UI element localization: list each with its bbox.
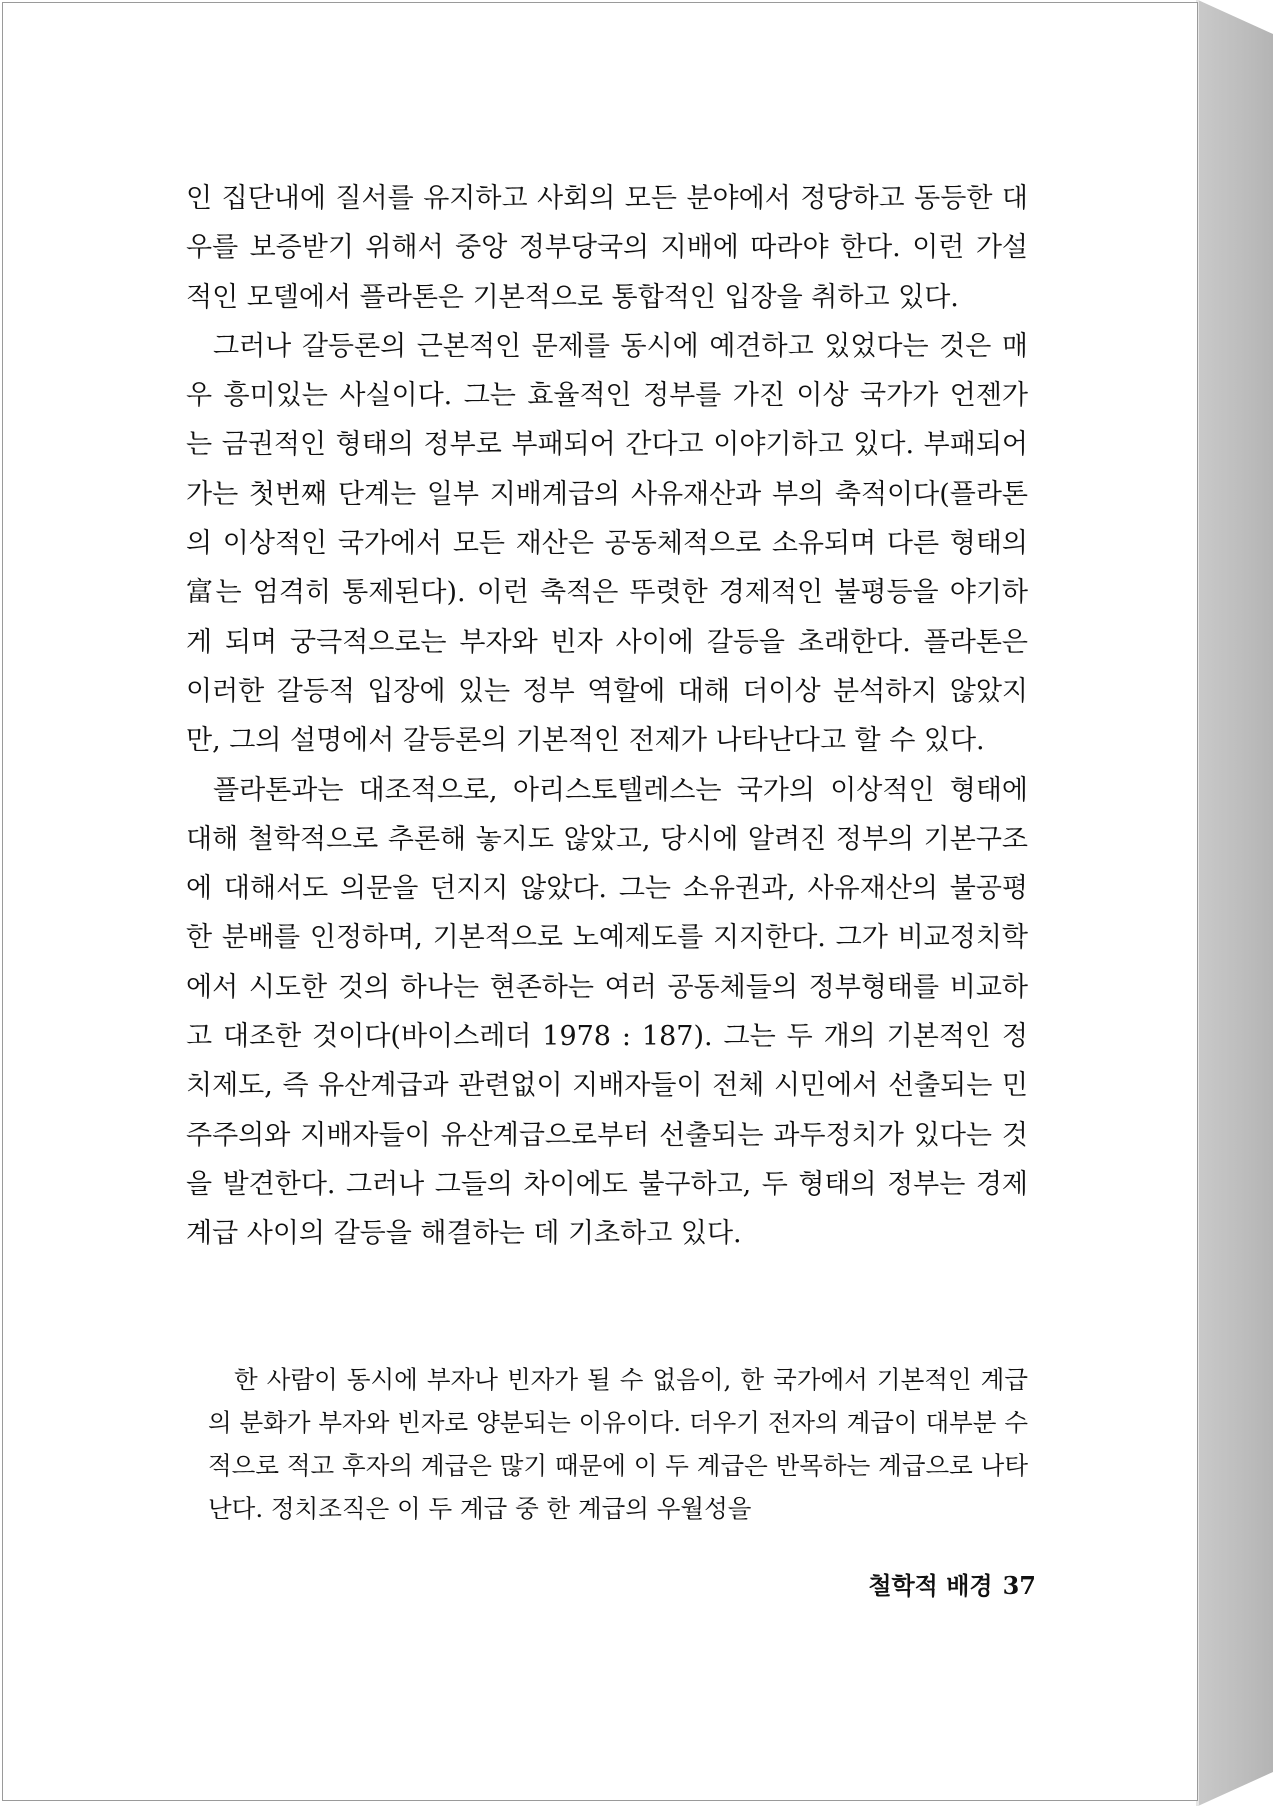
page-number: 37 <box>1002 1571 1036 1600</box>
book-spine-edge <box>1198 0 1273 1806</box>
page-footer <box>826 1566 1036 1601</box>
block-quote: 한 사람이 동시에 부자나 빈자가 될 수 없음이, 한 국가에서 기본적인 계급의 분화가 부자와 빈자로 양분되는 이유이다. 더우기 전자의 계급이 대부분 수적으로 적고 후자의 계급은 많기 때문에 이 두 계급은 반목하는 계급으로 나타난다. 정치조직은 이 두 계급 중 한 계급의 우월성을 <box>208 1365 1028 1523</box>
paragraph-3: 플라톤과는 대조적으로, 아리스토텔레스는 국가의 이상적인 형태에 대해 철학적으로 추론해 놓지도 않았고, 당시에 알려진 정부의 기본구조에 대해서도 의문을 던지지 않았다. 그는 소유권과, 사유재산의 불공평한 분배를 인정하며, 기본적으로 노예제도를 지지한다. 그가 비교정치학에서 시도한 것의 하나는 현존하는 여러 공동체들의 정부형태를 비교하고 대조한 것이다(바이스레더 1978 : 187). 그는 두 개의 기본적인 정치제도, 즉 유산계급과 관련없이 지배자들이 전체 시민에서 선출되는 민주주의와 지배자들이 유산계급으로부터 선출되는 과두정치가 있다는 것을 발견한다. 그러나 그들의 차이에도 불구하고, 두 형태의 정부는 경제계급 사이의 갈등을 해결하는 데 기초하고 있다. <box>186 774 1028 1250</box>
paragraph-1: 인 집단내에 질서를 유지하고 사회의 모든 분야에서 정당하고 동등한 대우를 보증받기 위해서 중앙 정부당국의 지배에 따라야 한다. 이런 가설적인 모델에서 플라톤은 기본적으로 통합적인 입장을 취하고 있다. <box>186 183 1028 313</box>
body-text <box>186 174 1028 1259</box>
running-head: 철학적 배경 <box>868 1571 993 1600</box>
paragraph-2: 그러나 갈등론의 근본적인 문제를 동시에 예견하고 있었다는 것은 매우 흥미있는 사실이다. 그는 효율적인 정부를 가진 이상 국가가 언젠가는 금권적인 형태의 정부로 부패되어 간다고 이야기하고 있다. 부패되어 가는 첫번째 단계는 일부 지배계급의 사유재산과 부의 축적이다(플라톤의 이상적인 국가에서 모든 재산은 공동체적으로 소유되며 다른 형태의 富는 엄격히 통제된다). 이런 축적은 뚜렷한 경제적인 불평등을 야기하게 되며 궁극적으로는 부자와 빈자 사이에 갈등을 초래한다. 플라톤은 이러한 갈등적 입장에 있는 정부 역할에 대해 더이상 분석하지 않았지만, 그의 설명에서 갈등론의 기본적인 전제가 나타난다고 할 수 있다. <box>186 330 1028 757</box>
